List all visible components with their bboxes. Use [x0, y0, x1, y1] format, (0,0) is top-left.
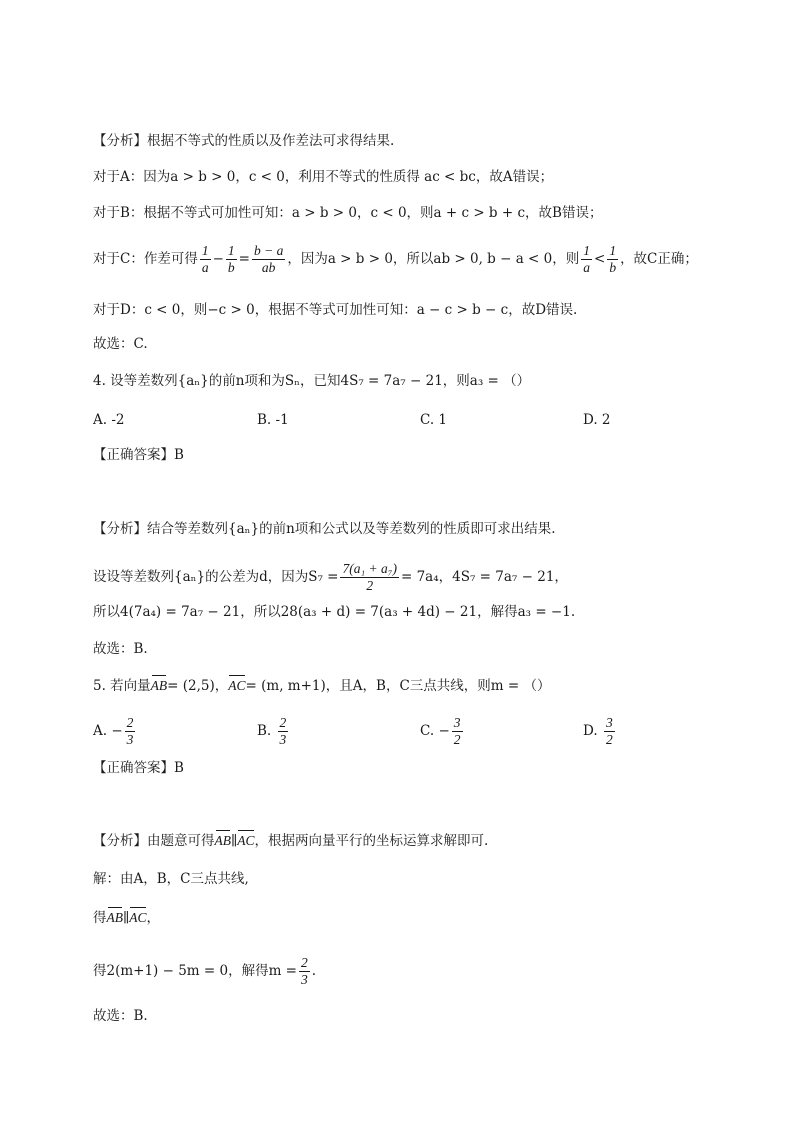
q5-solution-line-2 [93, 909, 160, 927]
fraction [452, 715, 463, 748]
denominator: b [609, 260, 617, 275]
q5-option-b [257, 715, 290, 748]
parallel-sign: ∥ [231, 833, 238, 849]
c-suffix: ，故C正确； [620, 251, 698, 267]
option-label: B. [257, 723, 272, 739]
fraction [299, 955, 310, 988]
q5-option-c [420, 715, 465, 748]
q5-option-d [583, 715, 617, 748]
vector-ab: AB [106, 910, 123, 925]
numerator: 1 [609, 243, 617, 258]
vector-ac: AC [237, 833, 255, 848]
analysis-3-choice: 故选：C. [93, 336, 148, 352]
fraction [278, 715, 289, 748]
q4-option-b: B. -1 [257, 412, 289, 428]
vector-ab: AB [214, 833, 231, 848]
fraction [125, 715, 136, 748]
q4-option-a: A. -2 [93, 412, 125, 428]
c-middle: ，因为a > b > 0，所以ab > 0, b − a < 0，则 [287, 251, 580, 267]
q4-solution-line-2: 所以4(7a₄) = 7a₇ − 21，所以28(a₃ + d) = 7(a₃ + 4d) − 21，解得a₃ = −1. [93, 604, 576, 620]
q4-answer: 【正确答案】B [93, 447, 184, 463]
sol2-prefix: 得 [93, 910, 107, 926]
numerator: 3 [453, 715, 461, 730]
vector-ac: AC [129, 910, 147, 925]
fraction [604, 715, 615, 748]
analysis-3-option-b: 对于B：根据不等式可加性可知：a > b > 0，c < 0，则a + c > b + c，故B错误； [93, 205, 603, 221]
fraction [340, 561, 399, 594]
option-label: D. [583, 723, 598, 739]
fraction [581, 243, 592, 276]
numerator: 7(a₁ + a₇) [342, 561, 397, 576]
fraction [607, 243, 618, 276]
numerator: 1 [227, 243, 235, 258]
parallel-sign: ∥ [123, 910, 130, 926]
vector-ab: AB [150, 678, 168, 693]
sol3-prefix: 得2(m+1) − 5m = 0，解得m = [93, 963, 297, 979]
analysis-3-option-c [93, 243, 698, 276]
numerator: 2 [301, 955, 308, 970]
denominator: ab [261, 260, 276, 275]
numerator: 2 [279, 715, 287, 730]
analysis-3-option-d: 对于D：c < 0，则−c > 0，根据不等式可加性可知：a − c > b − c，故D错误. [93, 302, 578, 318]
q4-option-c: C. 1 [420, 412, 448, 428]
q5-option-a [93, 715, 137, 748]
fraction [200, 243, 211, 276]
analysis-3-option-a: 对于A：因为a > b > 0，c < 0，利用不等式的性质得 ac < bc，故A错误； [93, 169, 554, 185]
denominator: 3 [279, 732, 287, 747]
sol3-suffix: . [311, 963, 317, 979]
question-5-stem [93, 677, 550, 695]
sol2-suffix: ， [146, 910, 161, 926]
fraction [226, 243, 237, 276]
numerator: 1 [201, 243, 209, 258]
stem-mid-2: = (m, m+1)，且A，B，C三点共线，则m = （） [245, 678, 551, 694]
minus: − [212, 251, 224, 267]
fraction [252, 243, 285, 276]
numerator: b − a [253, 243, 284, 258]
denominator: b [227, 260, 235, 275]
analysis-prefix: 【分析】由题意可得 [93, 833, 215, 849]
analysis-3-title: 【分析】根据不等式的性质以及作差法可求得结果. [93, 133, 395, 149]
l1-suffix: = 7a₄，4S₇ = 7a₇ − 21， [400, 569, 568, 585]
vector-ac: AC [228, 678, 246, 693]
q4-option-d: D. 2 [583, 412, 611, 428]
option-label: C. [420, 723, 435, 739]
numerator: 2 [126, 715, 134, 730]
numerator: 3 [605, 715, 613, 730]
stem-prefix: 5. 若向量 [93, 678, 151, 694]
question-4-stem: 4. 设等差数列{aₙ}的前n项和为Sₙ，已知4S₇ = 7a₇ − 21，则a₃ = （） [93, 373, 531, 389]
denominator: 2 [366, 578, 374, 593]
sign: − [438, 723, 450, 739]
q5-solution-line-3 [93, 955, 316, 988]
stem-mid-1: = (2,5)， [167, 678, 229, 694]
denominator: 3 [301, 972, 308, 987]
option-label: A. [93, 723, 108, 739]
denominator: 2 [453, 732, 461, 747]
l1-prefix: 设设等差数列{aₙ}的公差为d，因为S₇ = [93, 569, 339, 585]
q4-analysis: 【分析】结合等差数列{aₙ}的前n项和公式以及等差数列的性质即可求出结果. [93, 521, 556, 537]
denominator: a [583, 260, 590, 275]
analysis-suffix: ，根据两向量平行的坐标运算求解即可. [254, 833, 489, 849]
equals: = [238, 251, 250, 267]
denominator: a [201, 260, 209, 275]
q5-choice: 故选：B. [93, 1008, 148, 1024]
q4-choice: 故选：B. [93, 641, 148, 657]
q5-analysis [93, 832, 488, 850]
denominator: 3 [126, 732, 134, 747]
numerator: 1 [583, 243, 590, 258]
q5-solution-line-1: 解：由A，B，C三点共线, [93, 871, 249, 887]
sign: − [111, 723, 123, 739]
less-than: < [594, 251, 606, 267]
q4-solution-line-1 [93, 561, 568, 594]
denominator: 2 [605, 732, 613, 747]
c-prefix: 对于C：作差可得 [93, 251, 198, 267]
q5-answer: 【正确答案】B [93, 760, 184, 776]
